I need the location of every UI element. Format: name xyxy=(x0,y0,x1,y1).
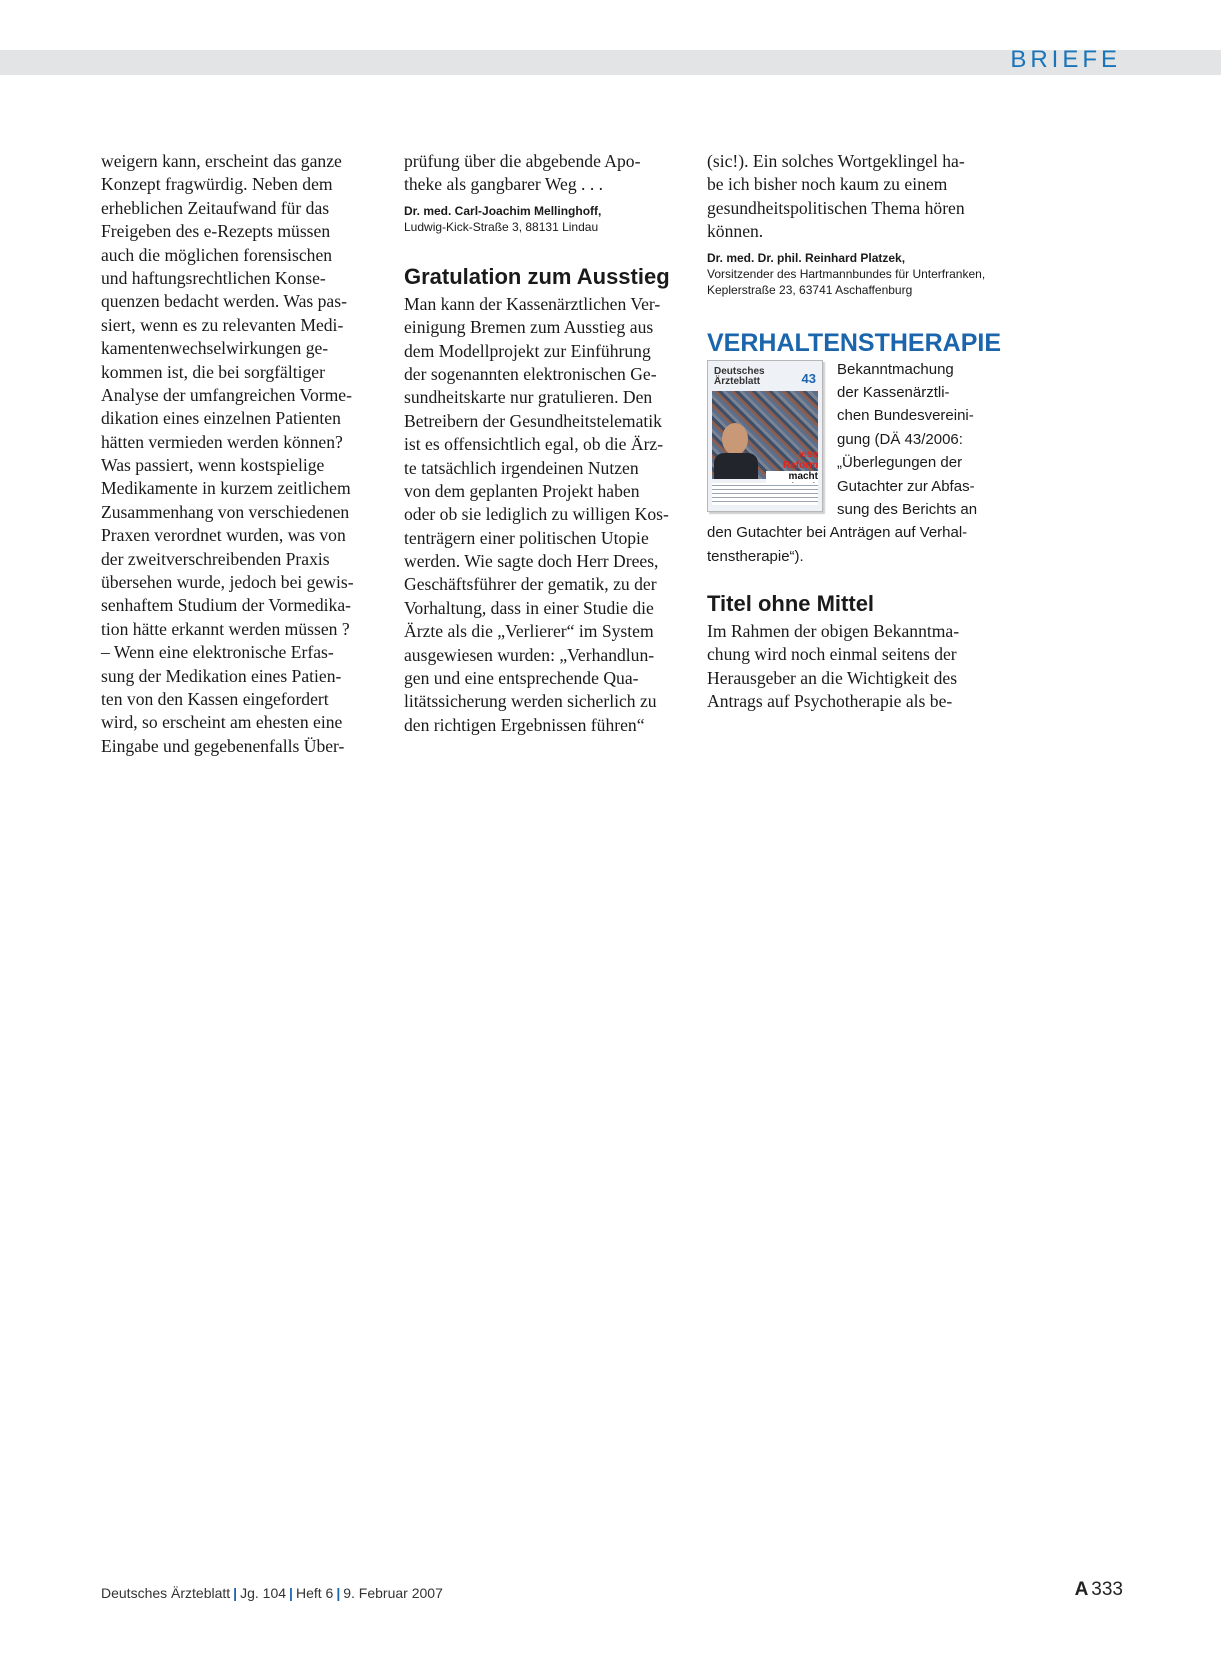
text-line: senhaftem Studium der Vormedika- xyxy=(101,595,352,616)
text-line: prüfung über die abgebende Apo- xyxy=(404,151,641,171)
text-line: gesundheitspolitischen Thema hören xyxy=(707,197,965,218)
text-line: litätssicherung werden sicherlich zu xyxy=(404,691,657,712)
col3-intro xyxy=(707,150,991,244)
col3-body xyxy=(707,620,991,714)
cover-title: Deutsches Ärzteblatt xyxy=(714,365,765,387)
text-line: der sogenannten elektronischen Ge- xyxy=(404,363,657,384)
text-line: Herausgeber an die Wichtigkeit des xyxy=(707,667,958,688)
text-line: quenzen bedacht werden. Was pas- xyxy=(101,291,347,312)
text-line: dikation eines einzelnen Patienten xyxy=(101,408,341,429)
notice-line: gung (DÄ 43/2006: xyxy=(837,430,963,448)
text-line: hätten vermieden werden können? xyxy=(101,431,343,452)
cover-headline-line2: macht xyxy=(766,471,818,493)
text-line: ausgewiesen wurden: „Verhandlun- xyxy=(404,644,655,665)
column-2 xyxy=(404,150,688,737)
cover-image xyxy=(707,360,823,512)
text-line: wird, so erscheint am ehesten eine xyxy=(101,712,343,733)
author-name: Dr. med. Carl-Joachim Mellinghoff, xyxy=(404,203,602,218)
author-role: Vorsitzender des Hartmannbundes für Unterfranken, xyxy=(707,266,986,281)
text-line: einigung Bremen zum Ausstieg aus xyxy=(404,317,654,338)
text-line: Was passiert, wenn kostspielige xyxy=(101,455,325,476)
text-line: können. xyxy=(707,221,764,242)
text-line: gen und eine entsprechende Qua- xyxy=(404,668,639,689)
text-line: Geschäftsführer der gematik, zu der xyxy=(404,574,657,595)
text-line: sundheitskarte nur gratulieren. Den xyxy=(404,387,653,408)
category-heading: VERHALTENSTHERAPIE xyxy=(707,328,1002,357)
text-line: Freigeben des e-Rezepts müssen xyxy=(101,221,331,242)
column-1 xyxy=(101,150,385,758)
text-line: – Wenn eine elektronische Erfas- xyxy=(101,642,334,663)
text-line: Antrags auf Psychotherapie als be- xyxy=(707,691,953,712)
text-line: Im Rahmen der obigen Bekanntma- xyxy=(707,621,960,642)
text-line: Analyse der umfangreichen Vorme- xyxy=(101,384,352,405)
cover-issue-number: 43 xyxy=(801,370,816,386)
text-line: Medikamente in kurzem zeitlichem xyxy=(101,478,351,499)
text-line: Ärzte als die „Verlierer“ im System xyxy=(404,621,654,642)
text-line: Zusammenhang von verschiedenen xyxy=(101,501,350,522)
author-address: Keplerstraße 23, 63741 Aschaffenburg xyxy=(707,282,913,297)
author-name: Dr. med. Dr. phil. Reinhard Platzek, xyxy=(707,250,906,265)
section-label: BRIEFE xyxy=(1010,46,1121,73)
notice-line: tenstherapie“). xyxy=(707,547,804,565)
text-line: siert, wenn es zu relevanten Medi- xyxy=(101,314,344,335)
notice-line: Bekanntmachung xyxy=(837,360,954,378)
text-line: sung der Medikation eines Patien- xyxy=(101,665,342,686)
text-line: von dem geplanten Projekt haben xyxy=(404,480,640,501)
text-line: werden. Wie sagte doch Herr Drees, xyxy=(404,551,659,572)
notice-line: der Kassenärztli- xyxy=(837,383,950,401)
text-line: Konzept fragwürdig. Neben dem xyxy=(101,174,333,195)
text-line: theke als gangbarer Weg . . . xyxy=(404,174,604,195)
footer-volume: Jg. 104 xyxy=(240,1585,287,1601)
text-line: übersehen wurde, jedoch bei gewis- xyxy=(101,572,354,593)
person-head xyxy=(722,423,748,455)
column-3 xyxy=(707,150,1002,714)
notice-line: chen Bundesvereini- xyxy=(837,407,974,425)
text-line: erheblichen Zeitaufwand für das xyxy=(101,197,330,218)
text-line: be ich bisher noch kaum zu einem xyxy=(707,174,948,195)
footer-issue: Heft 6 xyxy=(295,1585,334,1601)
text-line: Praxen verordnet wurden, was von xyxy=(101,525,346,546)
text-line: der zweitverschreibenden Praxis xyxy=(101,548,330,569)
text-line: oder ob sie lediglich zu willigen Kos- xyxy=(404,504,669,525)
footer-date: 9. Februar 2007 xyxy=(343,1585,443,1601)
text-line: den richtigen Ergebnissen führen“ xyxy=(404,714,645,735)
text-line: Man kann der Kassenärztlichen Ver- xyxy=(404,293,661,314)
footer-separator: | xyxy=(289,1585,293,1601)
magazine-cover-thumbnail xyxy=(707,360,827,514)
notice-line: „Überlegungen der xyxy=(837,454,963,472)
text-line: dem Modellprojekt zur Einführung xyxy=(404,340,651,361)
footer-journal: Deutsches Ärzteblatt xyxy=(101,1585,231,1601)
author-address: Ludwig-Kick-Straße 3, 88131 Lindau xyxy=(404,219,599,234)
col2-intro xyxy=(404,150,688,197)
cover-footer-text xyxy=(712,483,818,505)
text-line: Vorhaltung, dass in einer Studie die xyxy=(404,597,654,618)
footer-separator: | xyxy=(233,1585,238,1601)
text-line: weigern kann, erscheint das ganze xyxy=(101,151,342,171)
page-number-value: 333 xyxy=(1091,1579,1123,1600)
text-line: Betreibern der Gesundheitstelematik xyxy=(404,410,662,431)
text-line: kommen ist, die bei sorgfältiger xyxy=(101,361,325,382)
col2-body xyxy=(404,293,688,737)
footer-citation xyxy=(101,1585,443,1601)
text-line: tion hätte erkannt werden müssen ? xyxy=(101,618,350,639)
article-heading: Gratulation zum Ausstieg xyxy=(404,263,670,289)
text-line: kamentenwechselwirkungen ge- xyxy=(101,338,329,359)
text-line: te tatsächlich irgendeinen Nutzen xyxy=(404,457,639,478)
text-line: ten von den Kassen eingefordert xyxy=(101,688,329,709)
text-line: auch die möglichen forensischen xyxy=(101,244,333,265)
notice-line: sung des Berichts an xyxy=(837,500,978,518)
text-line: chung wird noch einmal seitens der xyxy=(707,644,957,665)
cover-headline-line1: iese Reform xyxy=(782,448,818,471)
text-line: und haftungsrechtlichen Konse- xyxy=(101,267,326,288)
cover-headline xyxy=(766,448,818,482)
text-line: Eingabe und gegebenenfalls Über- xyxy=(101,735,345,756)
notice-line: den Gutachter bei Anträgen auf Verhal- xyxy=(707,524,968,542)
page-prefix: A xyxy=(1074,1579,1089,1600)
text-line: (sic!). Ein solches Wortgeklingel ha- xyxy=(707,151,965,171)
person-body xyxy=(714,453,758,479)
article-heading: Titel ohne Mittel xyxy=(707,591,875,617)
page-number xyxy=(1075,1579,1123,1601)
text-line: ist es offensichtlich egal, ob die Ärz- xyxy=(404,434,664,455)
notice-line: Gutachter zur Abfas- xyxy=(837,477,975,495)
footer-separator: | xyxy=(336,1585,341,1601)
text-line: tenträgern einer politischen Utopie xyxy=(404,527,649,548)
col1-body xyxy=(101,150,385,758)
notice-block xyxy=(707,358,991,569)
